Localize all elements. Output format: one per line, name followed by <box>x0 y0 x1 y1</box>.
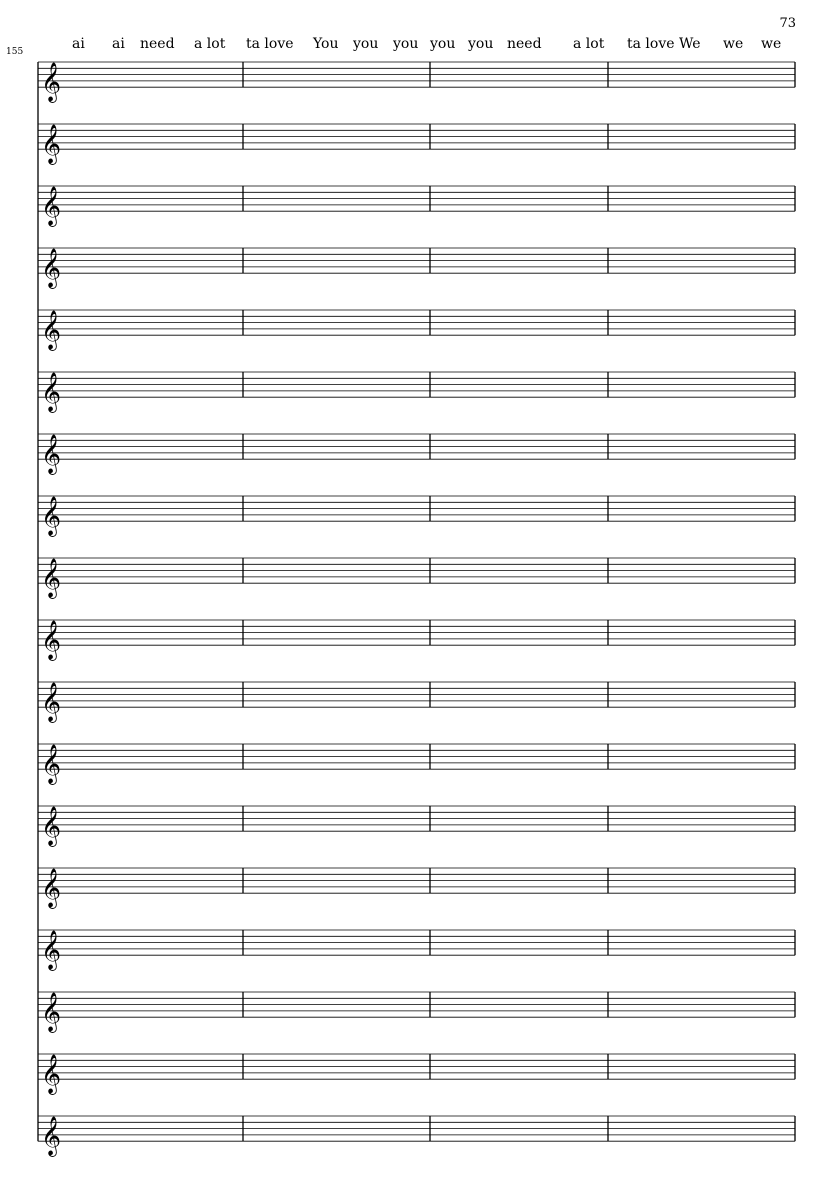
staff <box>38 868 795 909</box>
treble-clef-icon: 𝄞 <box>41 558 62 599</box>
treble-clef-icon: 𝄞 <box>41 806 62 847</box>
treble-clef-icon: 𝄞 <box>41 620 62 661</box>
staff <box>38 434 795 475</box>
lyric-syllable: you <box>468 36 494 52</box>
staff <box>38 1116 795 1157</box>
lyric-syllable: you <box>430 36 456 52</box>
staff <box>38 310 795 351</box>
staff <box>38 62 795 103</box>
staff <box>38 806 795 847</box>
lyric-syllable: you <box>353 36 379 52</box>
staff <box>38 372 795 413</box>
lyric-syllable: need <box>140 36 175 52</box>
staff <box>38 1054 795 1095</box>
treble-clef-icon: 𝄞 <box>41 1116 62 1157</box>
lyric-syllable: we <box>723 36 744 52</box>
treble-clef-icon: 𝄞 <box>41 372 62 413</box>
treble-clef-icon: 𝄞 <box>41 930 62 971</box>
treble-clef-icon: 𝄞 <box>41 310 62 351</box>
staff <box>38 744 795 785</box>
lyric-syllable: you <box>393 36 419 52</box>
staff <box>38 682 795 723</box>
treble-clef-icon: 𝄞 <box>41 992 62 1033</box>
lyric-syllable: a lot <box>573 36 605 52</box>
staff-group <box>38 62 795 1157</box>
staff <box>38 558 795 599</box>
lyric-syllable: need <box>507 36 542 52</box>
treble-clef-icon: 𝄞 <box>41 1054 62 1095</box>
treble-clef-icon: 𝄞 <box>41 248 62 289</box>
lyric-syllable: We <box>679 36 701 52</box>
treble-clef-icon: 𝄞 <box>41 186 62 227</box>
treble-clef-icon: 𝄞 <box>41 62 62 103</box>
staff <box>38 186 795 227</box>
lyric-syllable: we <box>761 36 782 52</box>
staff <box>38 992 795 1033</box>
lyric-syllable: a lot <box>194 36 226 52</box>
measure-number: 155 <box>6 47 24 57</box>
treble-clef-icon: 𝄞 <box>41 868 62 909</box>
lyric-syllable: ta love <box>246 36 294 52</box>
lyric-syllable: You <box>313 36 339 52</box>
treble-clef-icon: 𝄞 <box>41 682 62 723</box>
staff <box>38 248 795 289</box>
staff <box>38 124 795 165</box>
treble-clef-icon: 𝄞 <box>41 124 62 165</box>
treble-clef-icon: 𝄞 <box>41 496 62 537</box>
staff <box>38 930 795 971</box>
treble-clef-icon: 𝄞 <box>41 434 62 475</box>
lyric-syllable: ai <box>72 36 85 52</box>
lyric-syllable: ai <box>112 36 125 52</box>
lyric-syllable: ta love <box>627 36 675 52</box>
staff <box>38 620 795 661</box>
treble-clef-icon: 𝄞 <box>41 744 62 785</box>
page-number: 73 <box>779 16 796 31</box>
staff <box>38 496 795 537</box>
